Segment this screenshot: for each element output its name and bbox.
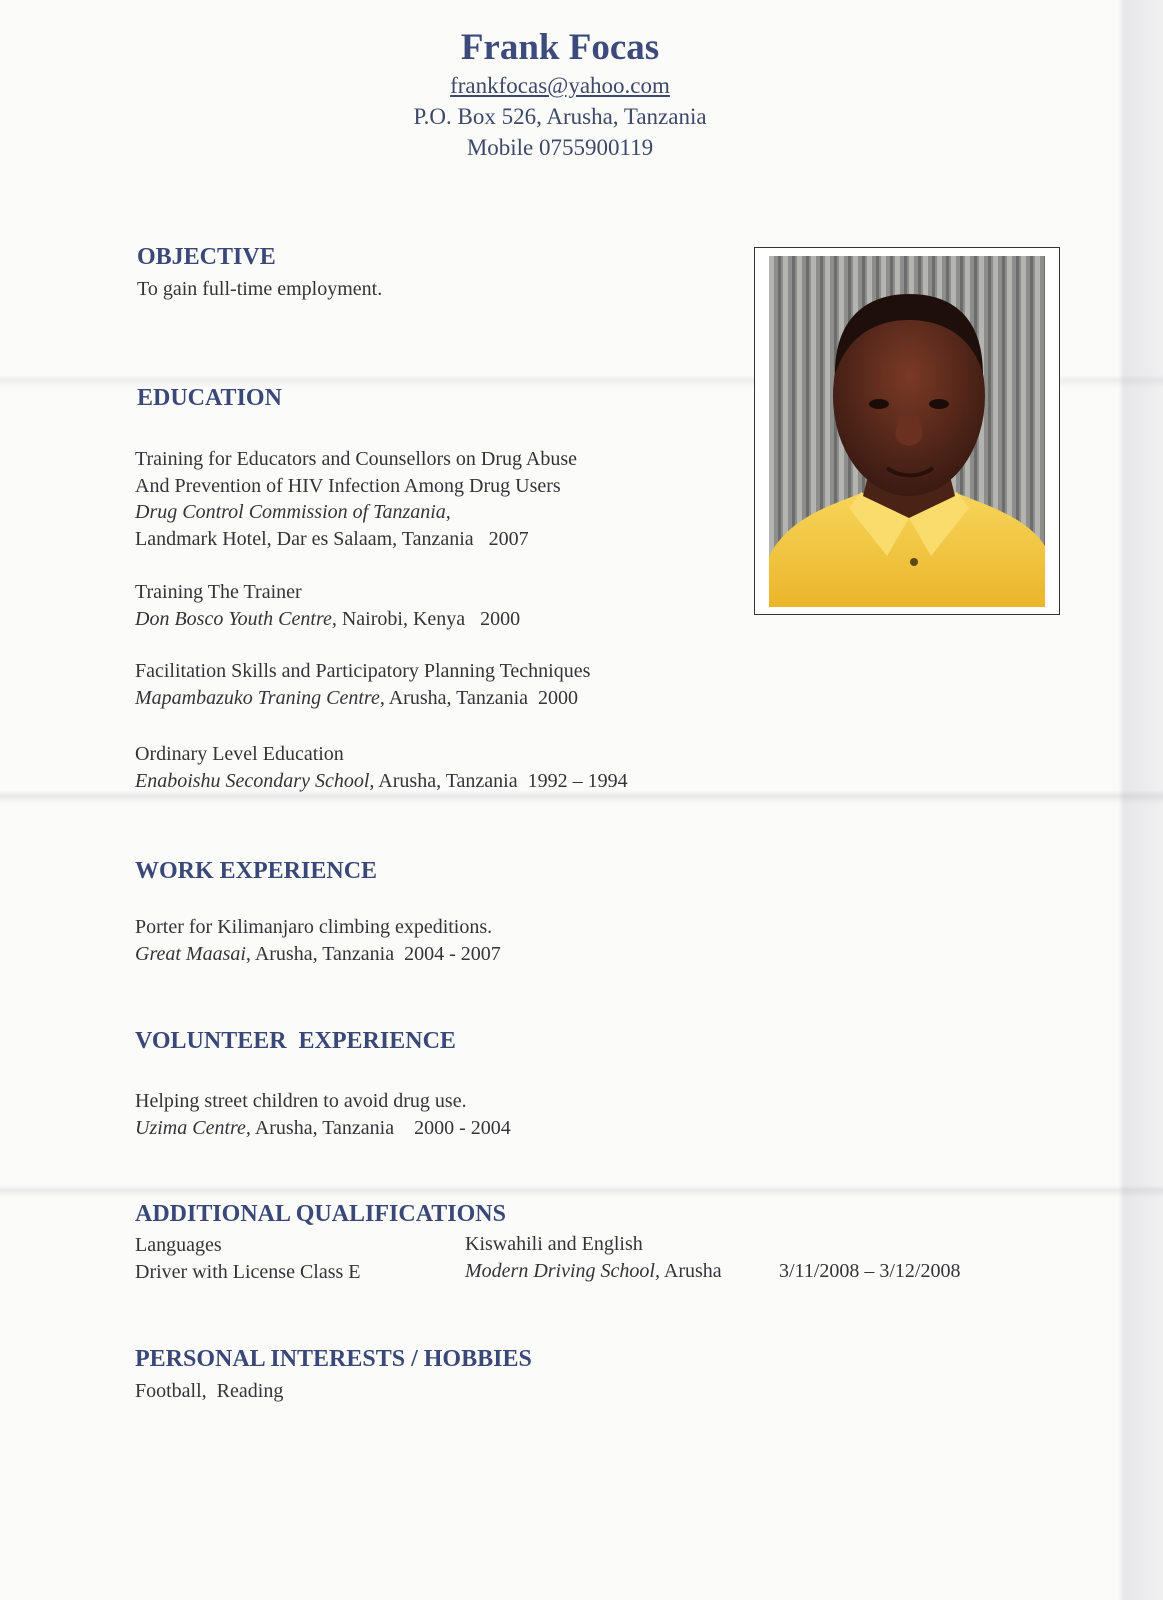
volunteer-place: Arusha, Tanzania 2000 - 2004	[250, 1116, 511, 1139]
education-title: Training The Trainer	[135, 581, 302, 603]
hobbies-text: Football, Reading	[135, 1380, 284, 1402]
profile-photo	[754, 247, 1060, 615]
work-title: Porter for Kilimanjaro climbing expeditions.	[135, 916, 493, 938]
work-entry	[135, 914, 501, 967]
languages-value: Kiswahili and English	[465, 1233, 643, 1255]
education-place: Arusha, Tanzania 1992 – 1994	[374, 769, 628, 792]
objective-text: To gain full-time employment.	[137, 278, 383, 300]
license-label: Driver with License Class E	[135, 1261, 361, 1283]
education-title: Training for Educators and Counsellors on Drug Abuse	[135, 448, 577, 470]
mobile-number: Mobile 0755900119	[466, 135, 654, 160]
volunteer-title: Helping street children to avoid drug use.	[135, 1090, 467, 1112]
education-org: Mapambazuko Traning Centre	[135, 686, 380, 709]
additional-heading: ADDITIONAL QUALIFICATIONS	[135, 1201, 506, 1227]
education-org: Drug Control Commission of Tanzania,	[135, 501, 451, 523]
license-school	[465, 1260, 722, 1283]
work-heading: WORK EXPERIENCE	[135, 858, 378, 884]
volunteer-org: Uzima Centre,	[135, 1116, 251, 1139]
education-place: Landmark Hotel, Dar es Salaam, Tanzania 2007	[135, 527, 529, 550]
license-dates: 3/11/2008 – 3/12/2008	[779, 1260, 961, 1282]
education-place: Nairobi, Kenya 2000	[336, 607, 521, 630]
volunteer-entry	[135, 1088, 511, 1141]
postal-address: P.O. Box 526, Arusha, Tanzania	[413, 104, 707, 129]
email-link[interactable]	[0, 70, 1120, 101]
education-title: Ordinary Level Education	[135, 743, 344, 765]
email-text[interactable]: frankfocas@yahoo.com	[450, 73, 670, 98]
education-place: , Arusha, Tanzania 2000	[379, 686, 579, 709]
license-school-name: Modern Driving School,	[465, 1260, 660, 1282]
resume-header	[0, 26, 1120, 163]
education-title-cont: And Prevention of HIV Infection Among Drug Users	[135, 474, 561, 497]
work-place: , Arusha, Tanzania 2004 - 2007	[245, 942, 501, 965]
education-heading: EDUCATION	[137, 385, 282, 411]
education-entry	[135, 658, 590, 711]
education-title: Facilitation Skills and Participatory Planning Techniques	[135, 660, 591, 682]
education-entry	[135, 446, 577, 552]
hobbies-heading: PERSONAL INTERESTS / HOBBIES	[135, 1346, 532, 1372]
objective-heading: OBJECTIVE	[137, 244, 276, 270]
license-school-place: Arusha	[659, 1260, 722, 1282]
languages-label: Languages	[135, 1234, 222, 1256]
education-org: Don Bosco Youth Centre,	[135, 607, 337, 630]
education-entry	[135, 741, 628, 794]
work-org: Great Maasai	[135, 942, 246, 965]
education-org: Enaboishu Secondary School,	[135, 769, 375, 792]
portrait-illustration	[769, 256, 1045, 607]
volunteer-heading: VOLUNTEER EXPERIENCE	[135, 1028, 456, 1054]
education-entry	[135, 579, 520, 632]
candidate-name: Frank Focas	[460, 27, 660, 68]
